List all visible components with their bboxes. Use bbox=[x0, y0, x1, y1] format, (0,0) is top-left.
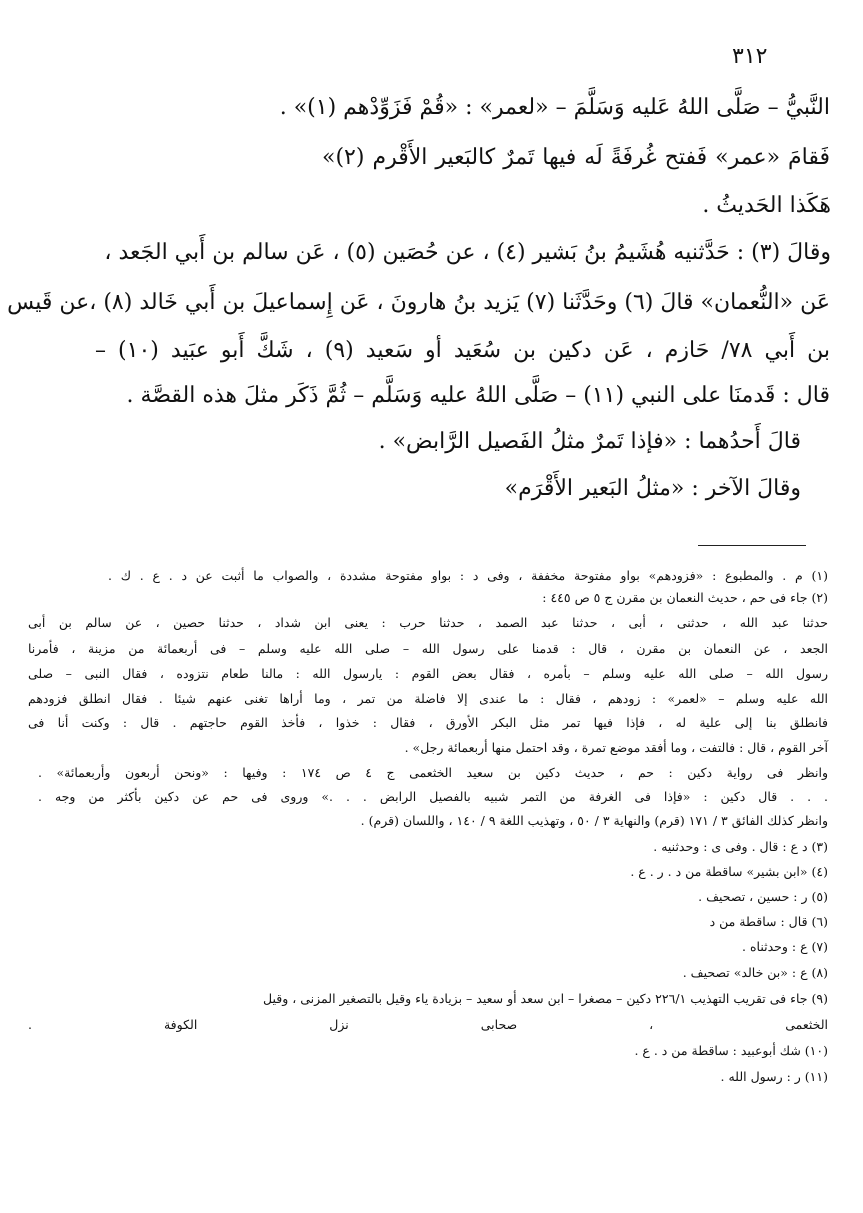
footnote: (١٠) شك أبوعبيد : ساقطة من د . ع . bbox=[634, 1043, 828, 1058]
footnote: آخر القوم ، قال : فالتفت ، وما أفقد موضع تمرة ، وقد احتمل منها أربعمائة رجل» . bbox=[404, 740, 828, 755]
footnote: وانظر فى رواية دكين : حم ، حديث دكين بن سعيد الخثعمى ج ٤ ص ١٧٤ : وفيها : «ونحن أربعون وأربعمائة» . bbox=[38, 765, 829, 780]
body-line: قال : قَدمنَا على النبي (١١) – صَلَّى اللهُ عليه وَسَلَّم – ثُمَّ ذَكَر مثلَ هذه القصَّة . bbox=[126, 383, 830, 408]
body-line: النَّبيُّ – صَلَّى اللهُ عَليه وَسَلَّمَ – «لعمر» : «قُمْ فَزَوِّدْهم (١)» . bbox=[279, 95, 830, 120]
footnote: (٣) د ع : قال . وفى ى : وحدثنيه . bbox=[653, 839, 828, 854]
footnote: (٢) جاء فى حم ، حديث النعمان بن مقرن ج ٥ ص ٤٤٥ : bbox=[542, 590, 828, 605]
footnote: رسول الله – صلى الله عليه وسلم – بأمره ، فقال بعض القوم : يارسول الله : مالنا طعام نتزوده ، فقال النبى – صلى bbox=[28, 666, 828, 681]
page-number: ٣١٢ bbox=[732, 44, 768, 69]
footnote: فانطلق بنا إلى علية له ، فإذا فيها تمر مثل البكر الأورق ، فقال : خذوا ، فأخذ القوم حاجتهم . قال : وكنت أنا فى bbox=[28, 715, 828, 730]
footnote: (٥) ر : حسين ، تصحيف . bbox=[698, 889, 828, 904]
footnote: (١) م . والمطبوع : «فزودهم» بواو مفتوحة مخففة ، وفى د : بواو مفتوحة مشددة ، والصواب ما أثبت عن د . ع . ك . bbox=[108, 568, 828, 583]
body-line: قالَ أَحدُهما : «فإذا تَمرٌ مثلُ الفَصيل الرَّابض» . bbox=[378, 429, 801, 454]
footnote-separator bbox=[698, 545, 806, 546]
body-line: هَكَذا الحَديثُ . bbox=[702, 193, 831, 218]
footnote: . . . قال دكين : «فإذا فى الغرفة من التمر شبيه بالفصيل الرابض . . .» وروى فى حم عن دكين بأكثر من وجه . bbox=[38, 789, 828, 804]
footnote: (٩) جاء فى تقريب التهذيب ٢٢٦/١ دكين – مصغرا – ابن سعد أو سعيد – بزيادة ياء وقيل بالتصغير المزنى ، وقيل bbox=[263, 991, 828, 1006]
footnote: (٦) قال : ساقطة من د bbox=[709, 914, 828, 929]
body-line: بن أَبي ٧٨/ حَازم ، عَن دكين بن سُعَيد أو سَعيد (٩) ، شَكَّ أَبو عبَيد (١٠) – bbox=[95, 338, 831, 363]
footnote: وانظر كذلك الفائق ٣ / ١٧١ (قرم) والنهاية ٣ / ٥٠ ، وتهذيب اللغة ٩ / ١٤٠ ، واللسان (قرم) . bbox=[360, 813, 828, 828]
footnote: الخثعمى ، صحابى نزل الكوفة . bbox=[28, 1017, 828, 1032]
footnote: (١١) ر : رسول الله . bbox=[720, 1069, 828, 1084]
footnote: حدثنا عبد الله ، حدثنى ، أبى ، حدثنا عبد الصمد ، حدثنا حرب : يعنى ابن شداد ، حدثنا حصين ، عن سالم بن أبى bbox=[28, 615, 828, 630]
body-line: عَن «النُّعمان» قالَ (٦) وحَدَّثَنا (٧) يَزيد بنُ هارونَ ، عَن إِسماعيلَ بن أَبي خَالد (٨) ،عن قَيس bbox=[7, 290, 830, 315]
footnote: (٧) ع : وحدثناه . bbox=[742, 939, 828, 954]
body-line: وقالَ الآخر : «مثلُ البَعير الأَقْرَم» bbox=[504, 476, 801, 501]
footnote: (٨) ع : «بن خالد» تصحيف . bbox=[682, 965, 828, 980]
body-line: فَقامَ «عمر» فَفتح غُرفَةً لَه فيها تَمرٌ كالبَعير الأَقْرم (٢)» bbox=[322, 145, 830, 170]
footnote: الجعد ، عن النعمان بن مقرن ، قال : قدمنا على رسول الله – صلى الله عليه وسلم – فى أربعمائة من مزينة ، فأمرنا bbox=[28, 641, 828, 656]
body-line: وقالَ (٣) : حَدَّثنيه هُشَيمُ بنُ بَشير (٤) ، عن حُصَين (٥) ، عَن سالم بن أَبي الجَعد ، bbox=[104, 240, 831, 265]
footnote: (٤) «ابن بشير» ساقطة من د . ر . ع . bbox=[630, 864, 828, 879]
footnote: الله عليه وسلم – «لعمر» : زودهم ، فقال : ما عندى إلا فاضلة من تمر ، وما أراها تغنى عنهم شيئا . فقال انطلق فزودهم bbox=[28, 691, 828, 706]
